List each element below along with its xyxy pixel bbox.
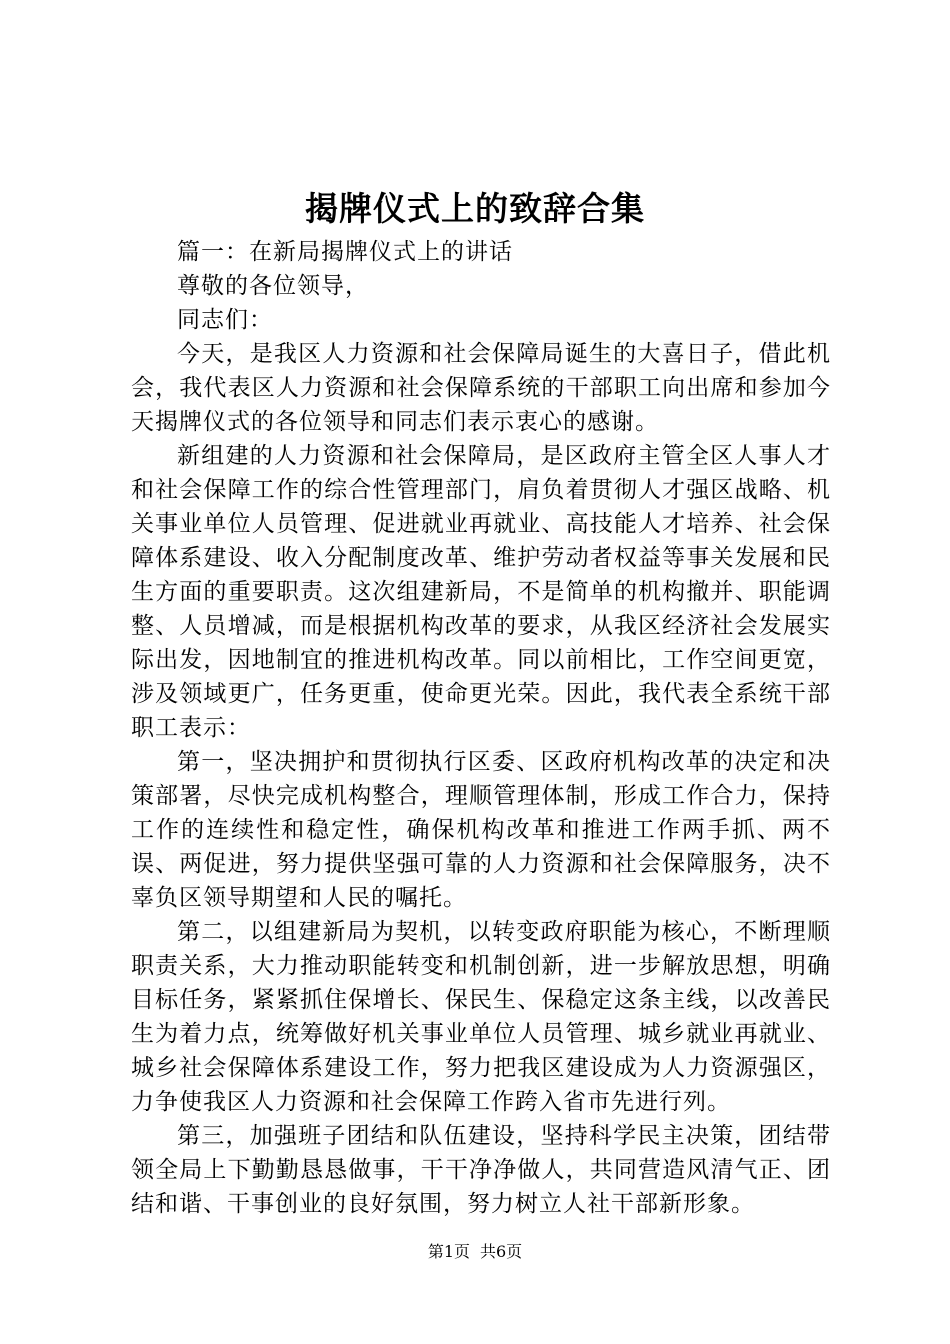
paragraph: 今天，是我区人力资源和社会保障局诞生的大喜日子，借此机会，我代表区人力资源和社会保障系统的干部职工向出席和参加今天揭牌仪式的各位领导和同志们表示衷心的感谢。 (131, 341, 831, 435)
document-title: 揭牌仪式上的致辞合集 (305, 189, 645, 228)
page-total: 共6页 (480, 1242, 523, 1261)
salutation: 同志们： (177, 307, 273, 333)
paragraph: 第一，坚决拥护和贯彻执行区委、区政府机构改革的决定和决策部署，尽快完成机构整合，理顺管理体制，形成工作合力，保持工作的连续性和稳定性，确保机构改革和推进工作两手抓、两不误、两促进，努力提供坚强可靠的人力资源和社会保障服务，决不辜负区领导期望和人民的嘱托。 (131, 749, 831, 911)
page-footer (0, 1240, 950, 1264)
document-body (131, 235, 831, 1221)
paragraph: 新组建的人力资源和社会保障局，是区政府主管全区人事人才和社会保障工作的综合性管理部门，肩负着贯彻人才强区战略、机关事业单位人员管理、促进就业再就业、高技能人才培养、社会保障体系建设、收入分配制度改革、维护劳动者权益等事关发展和民生方面的重要职责。这次组建新局，不是简单的机构撤并、职能调整、人员增减，而是根据机构改革的要求，从我区经济社会发展实际出发，因地制宜的推进机构改革。同以前相比，工作空间更宽，涉及领域更广，任务更重，使命更光荣。因此，我代表全系统干部职工表示： (131, 443, 831, 741)
salutation: 尊敬的各位领导， (177, 273, 369, 299)
paragraph: 第三，加强班子团结和队伍建设，坚持科学民主决策，团结带领全局上下勤勤恳恳做事，干干净净做人，共同营造风清气正、团结和谐、干事创业的良好氛围，努力树立人社干部新形象。 (131, 1123, 831, 1217)
paragraph: 第二，以组建新局为契机，以转变政府职能为核心，不断理顺职责关系，大力推动职能转变和机制创新，进一步解放思想，明确目标任务，紧紧抓住保增长、保民生、保稳定这条主线，以改善民生为着力点，统筹做好机关事业单位人员管理、城乡就业再就业、城乡社会保障体系建设工作，努力把我区建设成为人力资源强区，力争使我区人力资源和社会保障工作跨入省市先进行列。 (131, 919, 831, 1115)
page-number: 第1页 (427, 1242, 470, 1261)
section-heading: 篇一：在新局揭牌仪式上的讲话 (177, 239, 513, 265)
